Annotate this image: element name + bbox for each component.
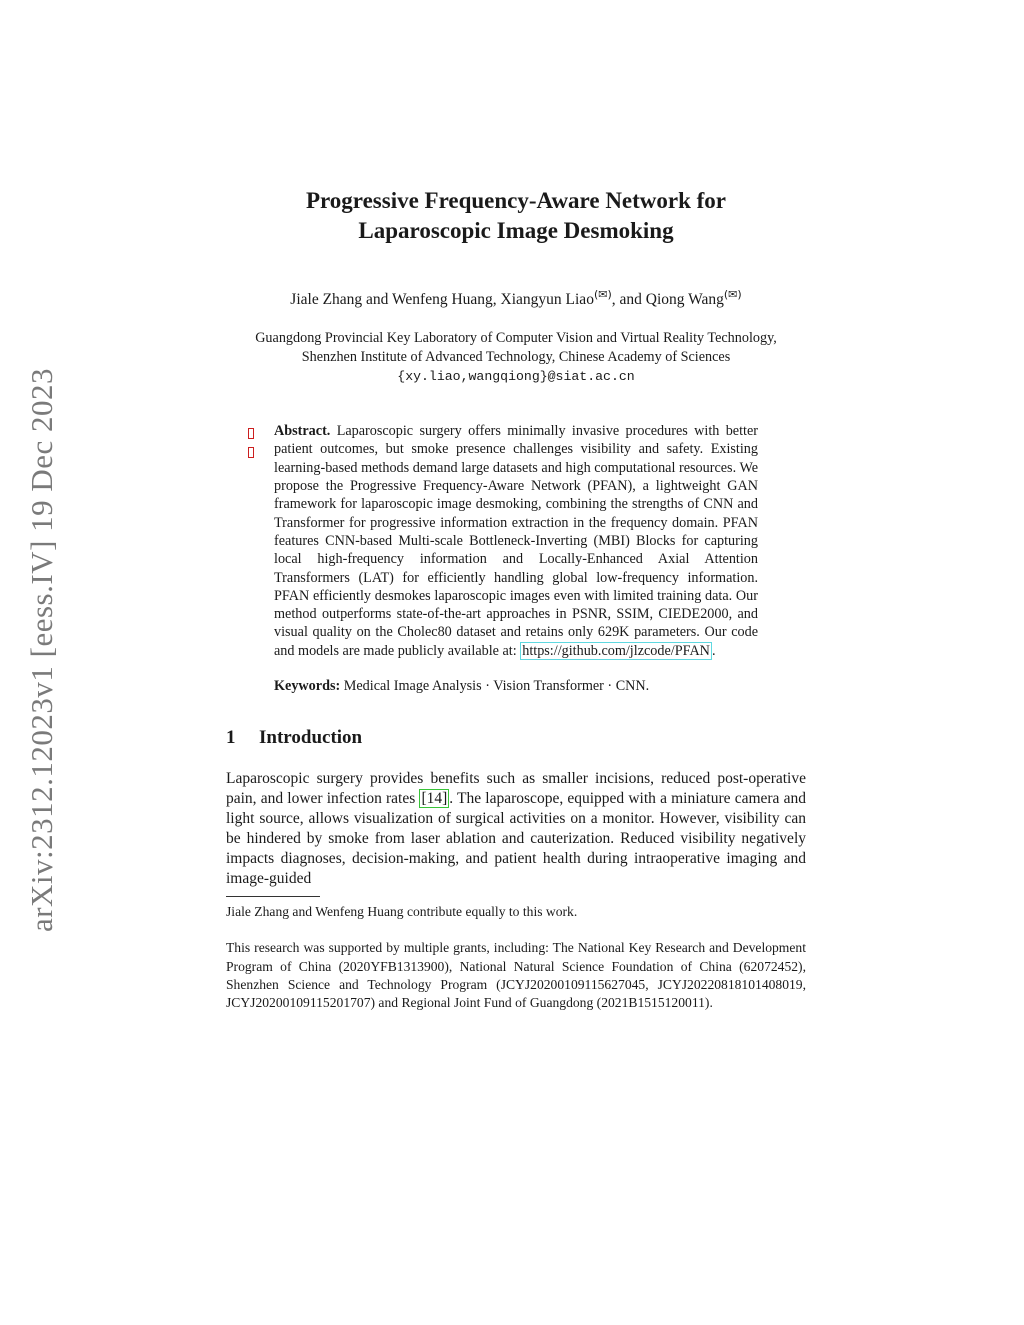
keywords-label: Keywords: bbox=[274, 678, 341, 695]
affiliation-text: Guangdong Provincial Key Laboratory of Computer Vision and Virtual Reality Technology, Shenzhen Institute of Advanced Technology, Chinese Academy of Sciences bbox=[255, 330, 777, 366]
author-email: {xy.liao,wangqiong}@siat.ac.cn bbox=[397, 369, 635, 385]
envelope-icon: (✉) bbox=[723, 288, 742, 301]
envelope-icon: (✉) bbox=[593, 288, 612, 301]
author-list bbox=[226, 288, 806, 309]
keywords-text: Medical Image Analysis · Vision Transformer · CNN. bbox=[343, 678, 650, 695]
footnote-equal-contribution: Jiale Zhang and Wenfeng Huang contribute equally to this work. bbox=[226, 904, 578, 920]
paper-first-page bbox=[226, 186, 806, 1013]
abstract-label: Abstract. bbox=[274, 423, 331, 440]
section-number: 1 bbox=[226, 727, 236, 749]
affiliation bbox=[226, 329, 806, 386]
introduction-paragraph bbox=[226, 769, 806, 889]
title-line-2: Laparoscopic Image Desmoking bbox=[358, 218, 674, 243]
citation-link[interactable]: [14] bbox=[421, 790, 448, 808]
intro-text-1: Laparoscopic surgery provides benefits such as smaller incisions, reduced post-operative pain, and lower infection rates bbox=[226, 770, 806, 808]
orcid-icon[interactable] bbox=[248, 424, 258, 434]
title-line-1: Progressive Frequency-Aware Network for bbox=[305, 188, 727, 213]
section-heading bbox=[226, 727, 806, 749]
footnote-funding: This research was supported by multiple grants, including: The National Key Research and Development Program of China (2020YFB1313900), National Natural Science Foundation of China (62072452), Shenzhen Science and Technology Program (JCYJ20200109115627045, JCYJ20220818101408019, JCYJ20200109115201707) and Regional Joint Fund of Guangdong (2021B1515120011). bbox=[226, 940, 806, 1011]
abstract-end: . bbox=[711, 642, 716, 659]
keywords bbox=[274, 678, 758, 695]
footnote-divider bbox=[226, 896, 320, 897]
code-link[interactable]: https://github.com/jlzcode/PFAN bbox=[522, 642, 710, 659]
intro-text-2: . The laparoscope, equipped with a miniature camera and light source, allows visualization of surgical activities on a monitor. However, visibility can be hindered by smoke from laser ablation and cauterization. Reduced visibility negatively impacts diagnoses, decision-making, and patient health during intraoperative imaging and image-guided bbox=[226, 790, 806, 888]
paper-title bbox=[226, 186, 806, 246]
abstract bbox=[274, 422, 758, 660]
authors-names: Jiale Zhang and Wenfeng Huang, Xiangyun Liao bbox=[290, 291, 594, 309]
abstract-text: Laparoscopic surgery offers minimally invasive procedures with better patient outcomes, but smoke presence challenges visibility and safety. Existing learning-based methods demand large datasets and high computational resources. We propose the Progressive Frequency-Aware Network (PFAN), a lightweight GAN framework for laparoscopic image desmoking, combining the strengths of CNN and Transformer for progressive information extraction in the frequency domain. PFAN features CNN-based Multi-scale Bottleneck-Inverting (MBI) Blocks for capturing local high-frequency information and Locally-Enhanced Axial Attention Transformers (LAT) for efficiently handling global low-frequency information. PFAN efficiently desmokes laparoscopic images even with limited training data. Our method outperforms state-of-the-art approaches in PSNR, SSIM, CIEDE2000, and visual quality on the Cholec80 dataset and retains only 629K parameters. Our code and models are made publicly available at: bbox=[274, 423, 758, 659]
section-title: Introduction bbox=[259, 727, 363, 749]
arxiv-identifier: arXiv:2312.12023v1 [eess.IV] 19 Dec 2023 bbox=[24, 367, 59, 933]
authors-last: , and Qiong Wang bbox=[611, 291, 724, 309]
